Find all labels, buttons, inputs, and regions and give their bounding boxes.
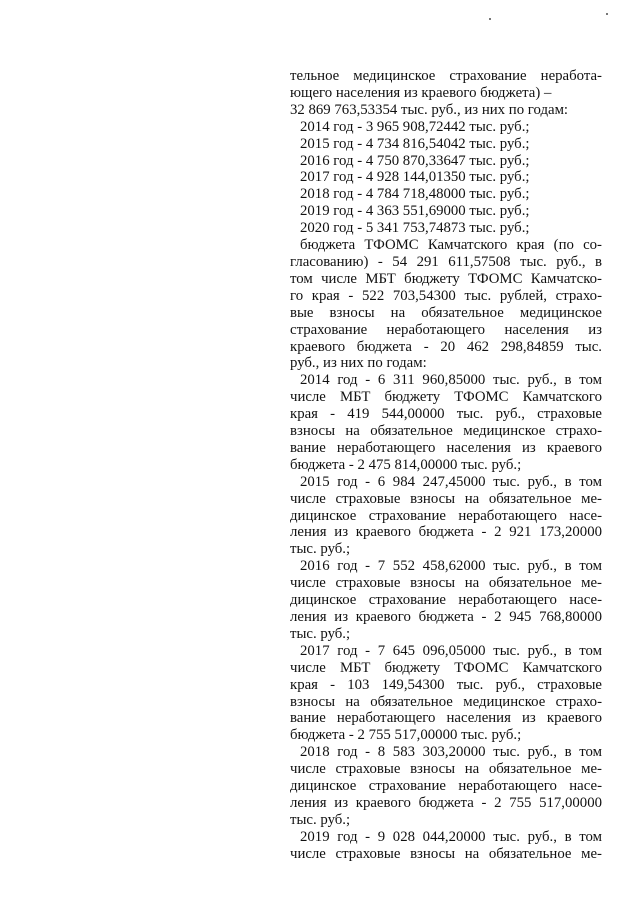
text-line: ющего населения из краевого бюджета) –: [290, 84, 552, 101]
text-line: 2019 год - 9 028 044,20000 тыс. руб., в том: [300, 828, 602, 845]
text-line: числе страховые взносы на обязательное ме-: [290, 575, 602, 592]
text-line: вые взносы на обязательное медицинское: [290, 304, 602, 321]
text-line: взносы на обязательное медицинское страхо-: [290, 693, 602, 710]
text-line: вание неработающего населения из краевого: [290, 439, 602, 456]
text-line: 2018 год - 8 583 303,20000 тыс. руб., в том: [300, 744, 602, 761]
text-line: 2015 год - 4 734 816,54042 тыс. руб.;: [300, 135, 530, 152]
text-line: руб., из них по годам:: [290, 355, 427, 372]
scan-speck: [606, 13, 608, 15]
text-line: 2020 год - 5 341 753,74873 тыс. руб.;: [300, 220, 530, 237]
text-line: дицинское страхование неработающего насе-: [290, 507, 602, 524]
text-line: 2016 год - 7 552 458,62000 тыс. руб., в том: [300, 558, 602, 575]
text-line: взносы на обязательное медицинское страхо-: [290, 423, 602, 440]
text-line: бюджета - 2 755 517,00000 тыс. руб.;: [290, 727, 522, 744]
text-line: 2015 год - 6 984 247,45000 тыс. руб., в том: [300, 473, 602, 490]
text-line: 2014 год - 6 311 960,85000 тыс. руб., в том: [300, 372, 602, 389]
text-line: края - 419 544,00000 тыс. руб., страховые: [290, 406, 602, 423]
text-line: числе МБТ бюджету ТФОМС Камчатского: [290, 659, 602, 676]
text-line: тыс. руб.;: [290, 625, 351, 642]
text-line: 2019 год - 4 363 551,69000 тыс. руб.;: [300, 203, 530, 220]
text-line: бюджета ТФОМС Камчатского края (по со-: [300, 237, 602, 254]
scan-speck: [489, 18, 491, 20]
text-line: 2014 год - 3 965 908,72442 тыс. руб.;: [300, 118, 530, 135]
text-line: ления из краевого бюджета - 2 755 517,00000: [290, 794, 602, 811]
text-line: тыс. руб.;: [290, 811, 351, 828]
text-line: 2017 год - 4 928 144,01350 тыс. руб.;: [300, 169, 530, 186]
text-line: том числе МБТ бюджету ТФОМС Камчатско-: [290, 270, 602, 287]
text-line: ления из краевого бюджета - 2 921 173,20000: [290, 524, 602, 541]
text-line: го края - 522 703,54300 тыс. рублей, страхо-: [290, 287, 602, 304]
text-line: 2017 год - 7 645 096,05000 тыс. руб., в том: [300, 642, 602, 659]
text-line: 2016 год - 4 750 870,33647 тыс. руб.;: [300, 152, 530, 169]
text-line: края - 103 149,54300 тыс. руб., страховые: [290, 676, 602, 693]
text-line: 2018 год - 4 784 718,48000 тыс. руб.;: [300, 186, 530, 203]
text-line: бюджета - 2 475 814,00000 тыс. руб.;: [290, 456, 522, 473]
text-line: дицинское страхование неработающего насе-: [290, 592, 602, 609]
text-line: числе МБТ бюджету ТФОМС Камчатского: [290, 389, 602, 406]
text-line: дицинское страхование неработающего насе-: [290, 778, 602, 795]
text-line: краевого бюджета - 20 462 298,84859 тыс.: [290, 338, 602, 355]
text-line: числе страховые взносы на обязательное ме-: [290, 761, 602, 778]
text-line: 32 869 763,53354 тыс. руб., из них по годам:: [290, 101, 569, 118]
text-line: гласованию) - 54 291 611,57508 тыс. руб., в: [290, 253, 602, 270]
text-line: числе страховые взносы на обязательное ме-: [290, 845, 602, 862]
text-line: числе страховые взносы на обязательное ме-: [290, 490, 602, 507]
text-column: [290, 68, 602, 863]
text-line: тельное медицинское страхование неработа-: [290, 68, 602, 84]
text-line: ления из краевого бюджета - 2 945 768,80000: [290, 609, 602, 625]
text-line: вание неработающего населения из краевого: [290, 710, 602, 727]
text-line: тыс. руб.;: [290, 541, 351, 558]
text-line: страхование неработающего населения из: [290, 321, 602, 338]
